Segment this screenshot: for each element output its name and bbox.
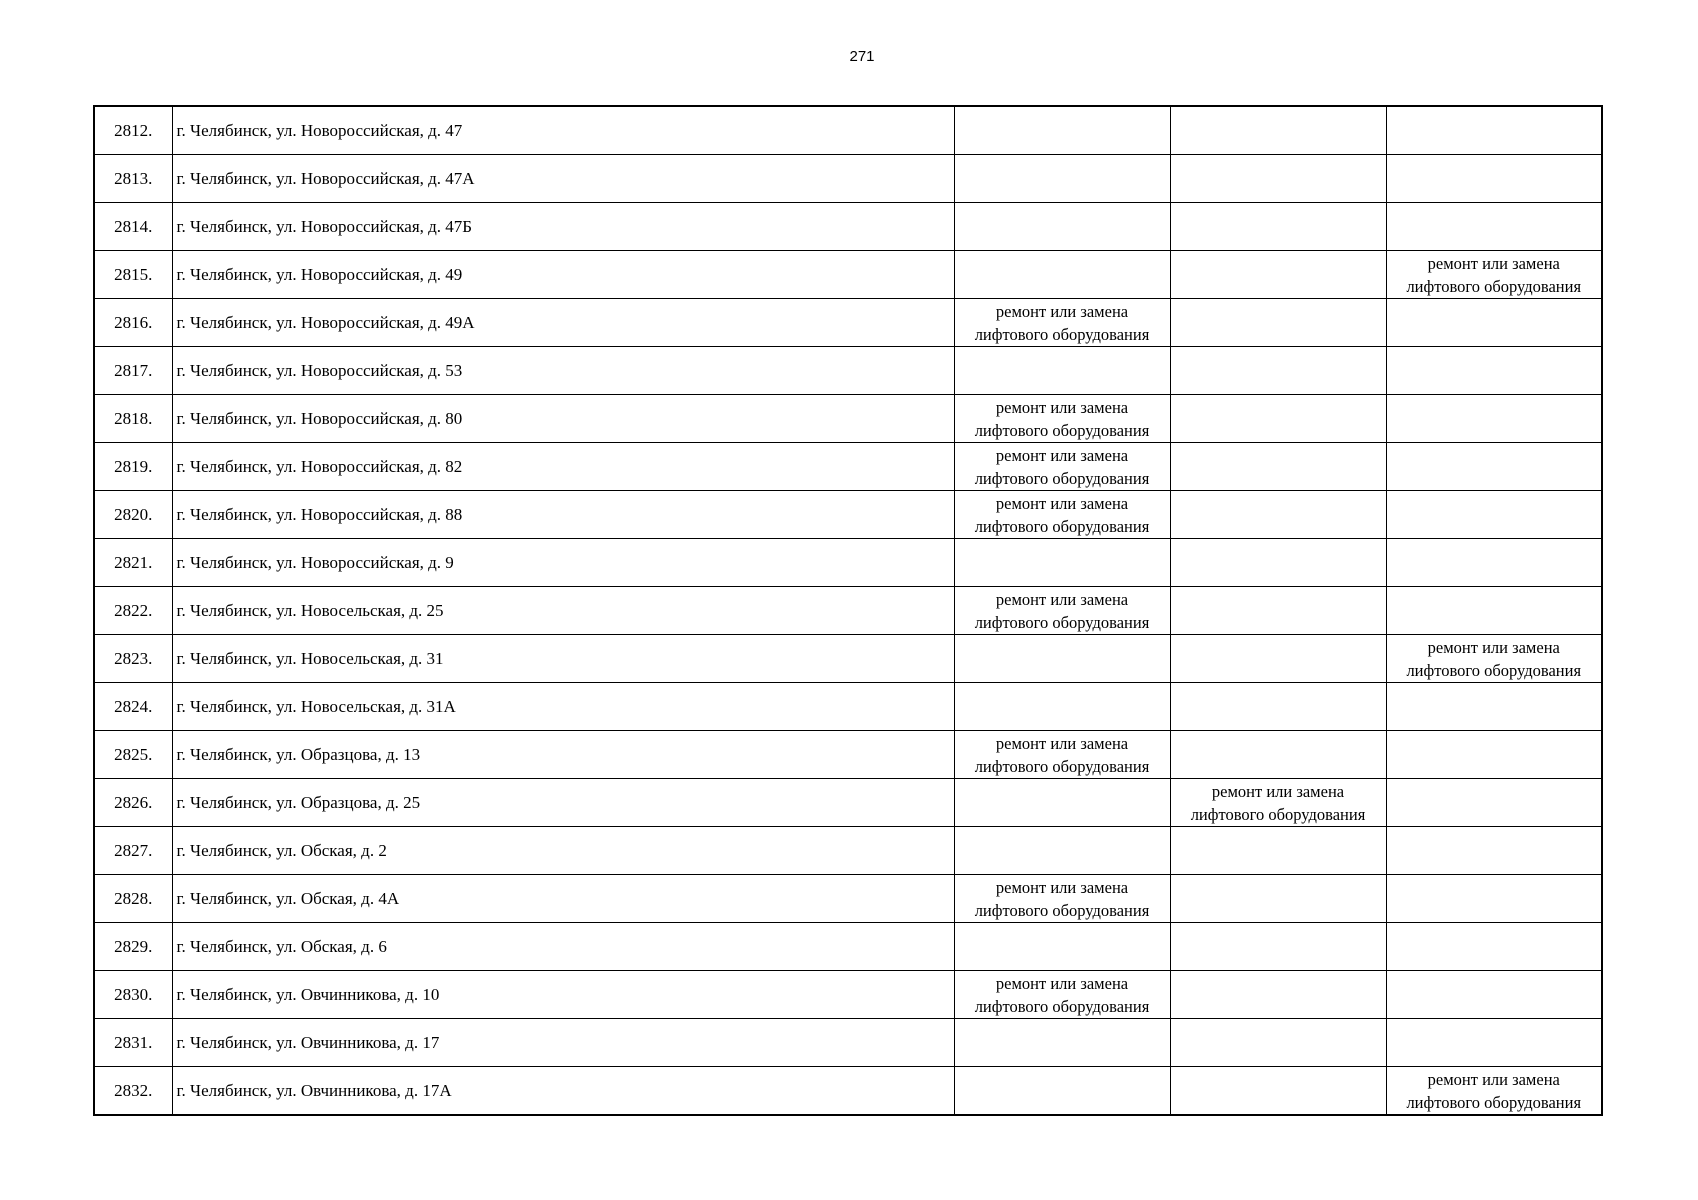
work-cell-a <box>954 827 1170 875</box>
work-line: ремонт или замена <box>995 445 1129 465</box>
work-cell-a <box>954 491 1170 539</box>
table-row <box>94 779 1602 827</box>
work-cell-c <box>1386 106 1602 155</box>
work-line: лифтового оборудования <box>974 420 1150 440</box>
table-row <box>94 203 1602 251</box>
work-line: лифтового оборудования <box>974 900 1150 920</box>
work-cell-c <box>1386 347 1602 395</box>
row-address: г. Челябинск, ул. Образцова, д. 25 <box>172 779 954 827</box>
table-row <box>94 251 1602 299</box>
work-cell-b <box>1170 1019 1386 1067</box>
row-address: г. Челябинск, ул. Овчинникова, д. 10 <box>172 971 954 1019</box>
work-cell-c <box>1386 491 1602 539</box>
work-cell-b <box>1170 587 1386 635</box>
work-line: лифтового оборудования <box>1406 1092 1582 1112</box>
work-cell-c <box>1386 779 1602 827</box>
row-number: 2829. <box>94 923 172 971</box>
work-cell-a <box>954 587 1170 635</box>
row-number: 2813. <box>94 155 172 203</box>
work-cell-c <box>1386 443 1602 491</box>
table-row <box>94 1019 1602 1067</box>
work-cell-b <box>1170 875 1386 923</box>
work-line: лифтового оборудования <box>1190 804 1366 824</box>
work-cell-b <box>1170 299 1386 347</box>
work-cell-c <box>1386 683 1602 731</box>
row-number: 2820. <box>94 491 172 539</box>
table-row <box>94 923 1602 971</box>
table-row <box>94 683 1602 731</box>
row-number: 2814. <box>94 203 172 251</box>
work-line: ремонт или замена <box>995 301 1129 321</box>
work-line: ремонт или замена <box>1211 781 1345 801</box>
work-cell-a <box>954 923 1170 971</box>
work-line: лифтового оборудования <box>974 756 1150 776</box>
row-address: г. Челябинск, ул. Новороссийская, д. 53 <box>172 347 954 395</box>
row-address: г. Челябинск, ул. Обская, д. 6 <box>172 923 954 971</box>
work-cell-b <box>1170 347 1386 395</box>
row-number: 2828. <box>94 875 172 923</box>
work-cell-a <box>954 539 1170 587</box>
work-cell-c <box>1386 1067 1602 1116</box>
row-address: г. Челябинск, ул. Новороссийская, д. 49А <box>172 299 954 347</box>
work-line: ремонт или замена <box>1427 1069 1560 1089</box>
table-row <box>94 635 1602 683</box>
work-cell-b <box>1170 635 1386 683</box>
work-cell-c <box>1386 155 1602 203</box>
work-cell-a <box>954 106 1170 155</box>
work-cell-a <box>954 443 1170 491</box>
table-row <box>94 106 1602 155</box>
work-line: ремонт или замена <box>995 493 1129 513</box>
work-cell-b <box>1170 395 1386 443</box>
row-address: г. Челябинск, ул. Овчинникова, д. 17 <box>172 1019 954 1067</box>
table-row <box>94 971 1602 1019</box>
work-cell-b <box>1170 827 1386 875</box>
row-number: 2817. <box>94 347 172 395</box>
row-address: г. Челябинск, ул. Новороссийская, д. 47Б <box>172 203 954 251</box>
work-cell-b <box>1170 971 1386 1019</box>
row-address: г. Челябинск, ул. Новосельская, д. 31 <box>172 635 954 683</box>
table-row <box>94 731 1602 779</box>
row-address: г. Челябинск, ул. Обская, д. 4А <box>172 875 954 923</box>
row-address: г. Челябинск, ул. Новосельская, д. 25 <box>172 587 954 635</box>
work-cell-a <box>954 155 1170 203</box>
work-cell-a <box>954 299 1170 347</box>
work-cell-c <box>1386 1019 1602 1067</box>
work-cell-b <box>1170 683 1386 731</box>
row-number: 2826. <box>94 779 172 827</box>
work-line: лифтового оборудования <box>974 468 1150 488</box>
work-cell-b <box>1170 251 1386 299</box>
work-cell-a <box>954 203 1170 251</box>
row-number: 2825. <box>94 731 172 779</box>
work-cell-c <box>1386 299 1602 347</box>
work-cell-c <box>1386 875 1602 923</box>
work-line: лифтового оборудования <box>974 996 1150 1016</box>
work-cell-a <box>954 971 1170 1019</box>
row-number: 2821. <box>94 539 172 587</box>
work-line: лифтового оборудования <box>974 516 1150 536</box>
work-line: ремонт или замена <box>1427 637 1560 657</box>
row-address: г. Челябинск, ул. Новороссийская, д. 88 <box>172 491 954 539</box>
work-cell-c <box>1386 203 1602 251</box>
row-address: г. Челябинск, ул. Новороссийская, д. 47А <box>172 155 954 203</box>
work-line: ремонт или замена <box>995 733 1129 753</box>
work-cell-c <box>1386 731 1602 779</box>
work-cell-b <box>1170 155 1386 203</box>
row-number: 2812. <box>94 106 172 155</box>
work-cell-b <box>1170 779 1386 827</box>
row-address: г. Челябинск, ул. Новороссийская, д. 80 <box>172 395 954 443</box>
work-line: ремонт или замена <box>1427 253 1560 273</box>
work-cell-c <box>1386 395 1602 443</box>
work-cell-a <box>954 683 1170 731</box>
row-number: 2818. <box>94 395 172 443</box>
work-cell-c <box>1386 971 1602 1019</box>
work-cell-c <box>1386 923 1602 971</box>
row-address: г. Челябинск, ул. Новосельская, д. 31А <box>172 683 954 731</box>
row-number: 2816. <box>94 299 172 347</box>
work-cell-a <box>954 1019 1170 1067</box>
work-cell-a <box>954 635 1170 683</box>
table-row <box>94 395 1602 443</box>
work-cell-b <box>1170 491 1386 539</box>
table-row <box>94 443 1602 491</box>
row-address: г. Челябинск, ул. Новороссийская, д. 47 <box>172 106 954 155</box>
table-row <box>94 875 1602 923</box>
work-cell-a <box>954 395 1170 443</box>
work-line: ремонт или замена <box>995 877 1129 897</box>
table-row <box>94 587 1602 635</box>
work-cell-c <box>1386 251 1602 299</box>
row-number: 2827. <box>94 827 172 875</box>
row-number: 2831. <box>94 1019 172 1067</box>
row-address: г. Челябинск, ул. Новороссийская, д. 49 <box>172 251 954 299</box>
work-line: ремонт или замена <box>995 973 1129 993</box>
work-line: лифтового оборудования <box>1406 660 1582 680</box>
work-cell-a <box>954 731 1170 779</box>
row-address: г. Челябинск, ул. Новороссийская, д. 9 <box>172 539 954 587</box>
work-cell-c <box>1386 827 1602 875</box>
work-cell-b <box>1170 923 1386 971</box>
work-line: ремонт или замена <box>995 397 1129 417</box>
work-cell-b <box>1170 203 1386 251</box>
page-number: 271 <box>849 48 875 65</box>
table-row <box>94 539 1602 587</box>
table-row <box>94 155 1602 203</box>
row-number: 2824. <box>94 683 172 731</box>
work-cell-c <box>1386 635 1602 683</box>
table-row <box>94 347 1602 395</box>
row-number: 2832. <box>94 1067 172 1116</box>
table-row <box>94 299 1602 347</box>
row-number: 2823. <box>94 635 172 683</box>
row-number: 2819. <box>94 443 172 491</box>
work-cell-b <box>1170 731 1386 779</box>
row-address: г. Челябинск, ул. Образцова, д. 13 <box>172 731 954 779</box>
work-cell-b <box>1170 539 1386 587</box>
row-number: 2830. <box>94 971 172 1019</box>
work-cell-c <box>1386 539 1602 587</box>
work-line: лифтового оборудования <box>1406 276 1582 296</box>
work-line: лифтового оборудования <box>974 324 1150 344</box>
work-cell-a <box>954 875 1170 923</box>
work-cell-c <box>1386 587 1602 635</box>
work-cell-a <box>954 347 1170 395</box>
work-line: лифтового оборудования <box>974 612 1150 632</box>
row-number: 2815. <box>94 251 172 299</box>
work-line: ремонт или замена <box>995 589 1129 609</box>
work-cell-b <box>1170 1067 1386 1116</box>
row-address: г. Челябинск, ул. Новороссийская, д. 82 <box>172 443 954 491</box>
work-cell-b <box>1170 443 1386 491</box>
row-address: г. Челябинск, ул. Овчинникова, д. 17А <box>172 1067 954 1116</box>
table-row <box>94 491 1602 539</box>
address-table <box>93 105 1603 1116</box>
table-row <box>94 827 1602 875</box>
table-row <box>94 1067 1602 1116</box>
work-cell-a <box>954 1067 1170 1116</box>
work-cell-b <box>1170 106 1386 155</box>
work-cell-a <box>954 251 1170 299</box>
row-number: 2822. <box>94 587 172 635</box>
work-cell-a <box>954 779 1170 827</box>
row-address: г. Челябинск, ул. Обская, д. 2 <box>172 827 954 875</box>
